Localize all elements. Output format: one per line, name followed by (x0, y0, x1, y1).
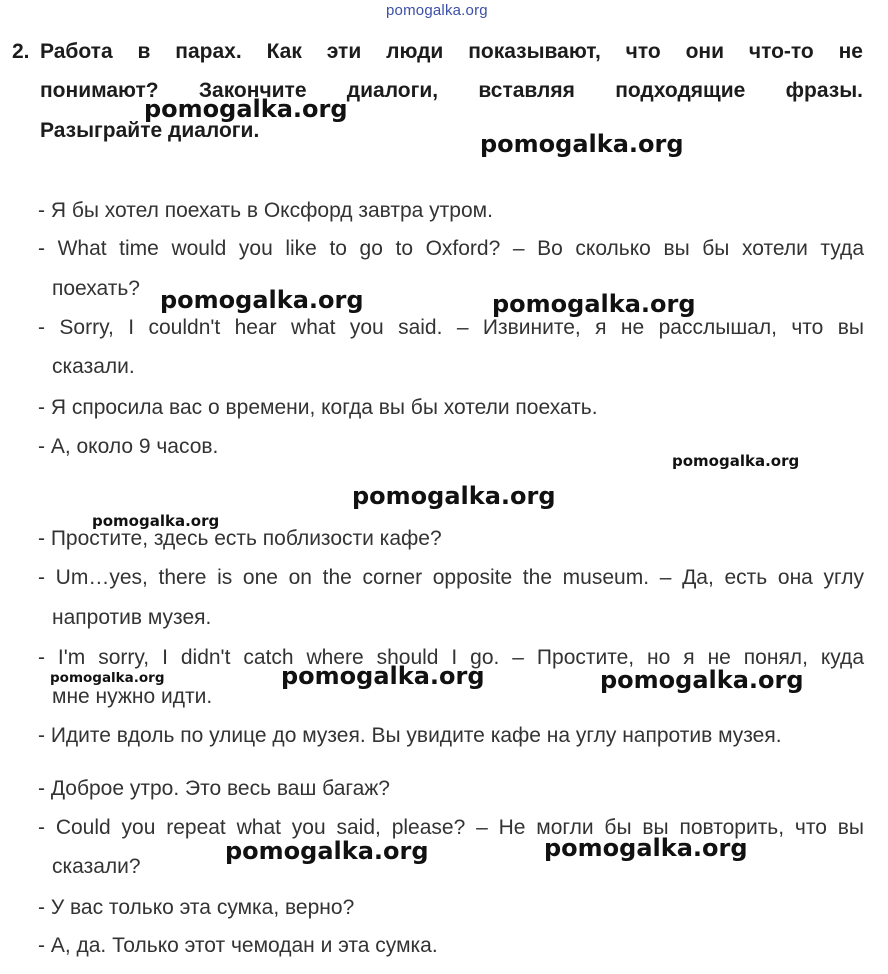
dialogue-2-line-1: - Простите, здесь есть поблизости кафе? (38, 527, 442, 550)
dialogue-3-line-2: - Could you repeat what you said, please? – Не могли бы вы повторить, что вы (38, 816, 864, 839)
watermark: pomogalka.org (600, 666, 804, 694)
dialogue-1-line-6: - Я спросила вас о времени, когда вы бы хотели поехать. (38, 396, 598, 419)
dialogue-2-line-3: напротив музея. (52, 606, 212, 629)
header-watermark: pomogalka.org (386, 2, 488, 19)
watermark: pomogalka.org (160, 286, 364, 314)
dialogue-1-line-5: сказали. (52, 355, 135, 378)
watermark: pomogalka.org (144, 95, 348, 123)
watermark: pomogalka.org (492, 290, 696, 318)
watermark: pomogalka.org (352, 482, 556, 510)
dialogue-1-line-1: - Я бы хотел поехать в Оксфорд завтра утром. (38, 199, 493, 222)
dialogue-1-line-7: - А, около 9 часов. (38, 435, 219, 458)
dialogue-3-line-5: - А, да. Только этот чемодан и эта сумка. (38, 934, 438, 957)
watermark: pomogalka.org (50, 670, 165, 686)
dialogue-1-line-3: поехать? (52, 277, 140, 300)
dialogue-1-line-2: - What time would you like to go to Oxford? – Во сколько вы бы хотели туда (38, 237, 864, 260)
dialogue-3-line-4: - У вас только эта сумка, верно? (38, 896, 355, 919)
dialogue-1-line-4: - Sorry, I couldn't hear what you said. – Извините, я не расслышал, что вы (38, 316, 864, 339)
task-line-1: Работа в парах. Как эти люди показывают, что они что-то не (40, 40, 863, 63)
watermark: pomogalka.org (92, 512, 220, 530)
watermark: pomogalka.org (225, 837, 429, 865)
task-line-3: Разыграйте диалоги. (40, 119, 260, 142)
dialogue-2-line-4: - I'm sorry, I didn't catch where should I go. – Простите, но я не понял, куда (38, 646, 864, 669)
watermark: pomogalka.org (544, 834, 748, 862)
watermark: pomogalka.org (281, 662, 485, 690)
dialogue-2-line-6: - Идите вдоль по улице до музея. Вы увидите кафе на углу напротив музея. (38, 724, 782, 747)
watermark: pomogalka.org (480, 130, 684, 158)
watermark: pomogalka.org (672, 452, 800, 470)
dialogue-2-line-2: - Um…yes, there is one on the corner opposite the museum. – Да, есть она углу (38, 566, 864, 589)
dialogue-3-line-1: - Доброе утро. Это весь ваш багаж? (38, 777, 390, 800)
dialogue-2-line-5: мне нужно идти. (52, 685, 213, 708)
task-line-2: понимают? Закончите диалоги, вставляя подходящие фразы. (40, 79, 863, 102)
dialogue-3-line-3: сказали? (52, 855, 141, 878)
task-number: 2. (12, 40, 30, 63)
